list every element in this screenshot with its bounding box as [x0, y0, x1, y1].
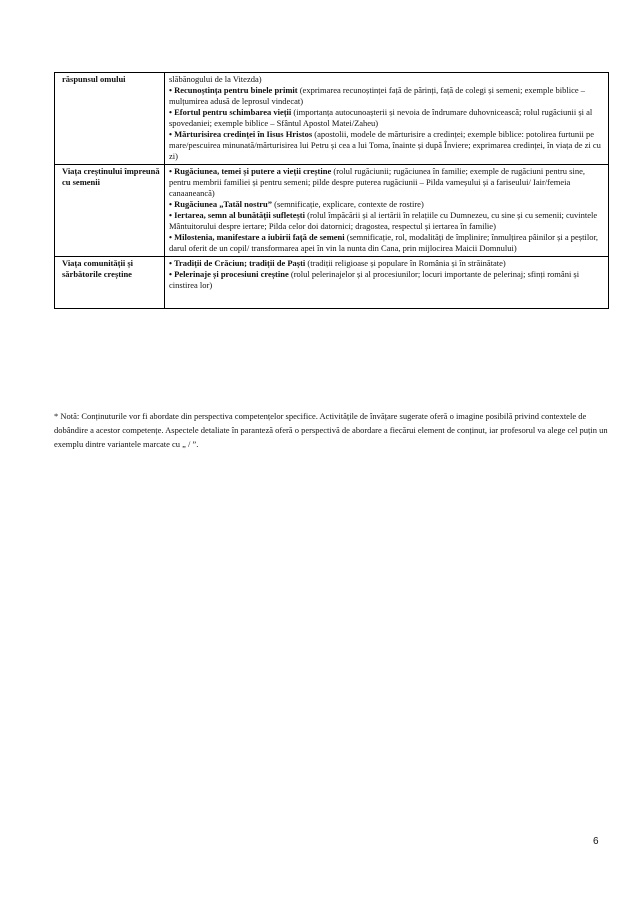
item-text: (exprimarea recunoștinței față de părinți, față de colegi și semeni; exemple biblice – mulțumirea adusă de leprosul vindecat) — [169, 85, 586, 106]
content-item — [169, 85, 604, 107]
item-text: (semnificație, rol, modalități de împlinire; înmulțirea pâinilor și a peștilor, darul oferit de un copil/ transformarea apei în vin la nunta din Cana, prin mijlocirea Maicii Domnului) — [169, 232, 599, 253]
content-item — [169, 258, 604, 269]
content-item — [169, 129, 604, 162]
table-row — [55, 73, 609, 165]
row-theme: Viața creștinului împreună cu semenii — [55, 165, 165, 257]
page-number: 6 — [593, 836, 599, 847]
item-text: (semnificație, explicare, contexte de rostire) — [272, 199, 424, 209]
row-theme: Viața comunității și sărbătorile creștine — [55, 257, 165, 309]
row-theme: răspunsul omului — [55, 73, 165, 165]
row-content — [165, 165, 609, 257]
content-item — [169, 232, 604, 254]
item-heading: • Rugăciunea, temei și putere a vieții creștine — [169, 166, 332, 176]
curriculum-content-table — [54, 72, 609, 309]
item-heading: • Efortul pentru schimbarea vieții — [169, 107, 292, 117]
item-heading: • Iertarea, semn al bunătății sufletești — [169, 210, 305, 220]
item-text: slăbănogului de la Vitezda) — [169, 74, 262, 84]
item-heading: • Milostenia, manifestare a iubirii față de semeni — [169, 232, 345, 242]
content-item — [169, 210, 604, 232]
content-item — [169, 74, 604, 85]
row-content — [165, 257, 609, 309]
item-heading: • Rugăciunea „Tatăl nostru” — [169, 199, 273, 209]
footnote: * Notă: Conținuturile vor fi abordate din perspectiva competențelor specifice. Activitățile de învățare sugerate oferă o imagine posibilă privind contextele de dobândire a acestor competențe. Aspectele detaliate în paranteză oferă o perspectivă de abordare a fiecărui element de conținut, iar profesorul va alege cel puțin un exemplu dintre variantele marcate cu „ / ”. — [54, 410, 608, 449]
item-text: (rolul pelerinajelor și al procesiunilor; locuri importante de pelerinaj; sfinți români și cinstirea lor) — [169, 269, 580, 290]
item-heading: • Mărturisirea credinței în Iisus Hristos — [169, 129, 313, 139]
item-heading: • Recunoștința pentru binele primit — [169, 85, 298, 95]
item-text: (tradiții religioase și populare în România și în străinătate) — [305, 258, 506, 268]
item-heading: • Tradiții de Crăciun; tradiții de Paști — [169, 258, 306, 268]
content-item — [169, 107, 604, 129]
item-text: (rolul împăcării și al iertării în relațiile cu Dumnezeu, cu sine și cu semenii; cuvintele Mântuitorului despre iertare; Pilda celor doi datornici; dragostea, respectul și iertarea în familie) — [169, 210, 598, 231]
item-text: (apostolii, modele de mărturisire a credinței; exemple biblice: potolirea furtunii pe mare/pescuirea minunată/mărturisirea lui Petru și cea a lui Toma, înainte și după Înviere; exprimarea credinței, în viața de zi cu zi) — [169, 129, 601, 161]
content-item — [169, 199, 604, 210]
row-content — [165, 73, 609, 165]
item-text: (rolul rugăciunii; rugăciunea în familie; exemple de rugăciuni pentru sine, pentru membrii familiei și pentru semeni; pilde despre puterea rugăciunii – Pilda vameșului și a fariseului/ Iair/femeia canaaneancă) — [169, 166, 585, 198]
table-row — [55, 257, 609, 309]
item-text: (importanța autocunoașterii și nevoia de îndrumare duhovnicească; rolul rugăciunii și al spovedaniei; exemple biblice – Sfântul Apostol Matei/Zaheu) — [169, 107, 593, 128]
item-heading: • Pelerinaje și procesiuni creștine — [169, 269, 289, 279]
content-item — [169, 269, 604, 291]
table-row — [55, 165, 609, 257]
content-item — [169, 166, 604, 199]
